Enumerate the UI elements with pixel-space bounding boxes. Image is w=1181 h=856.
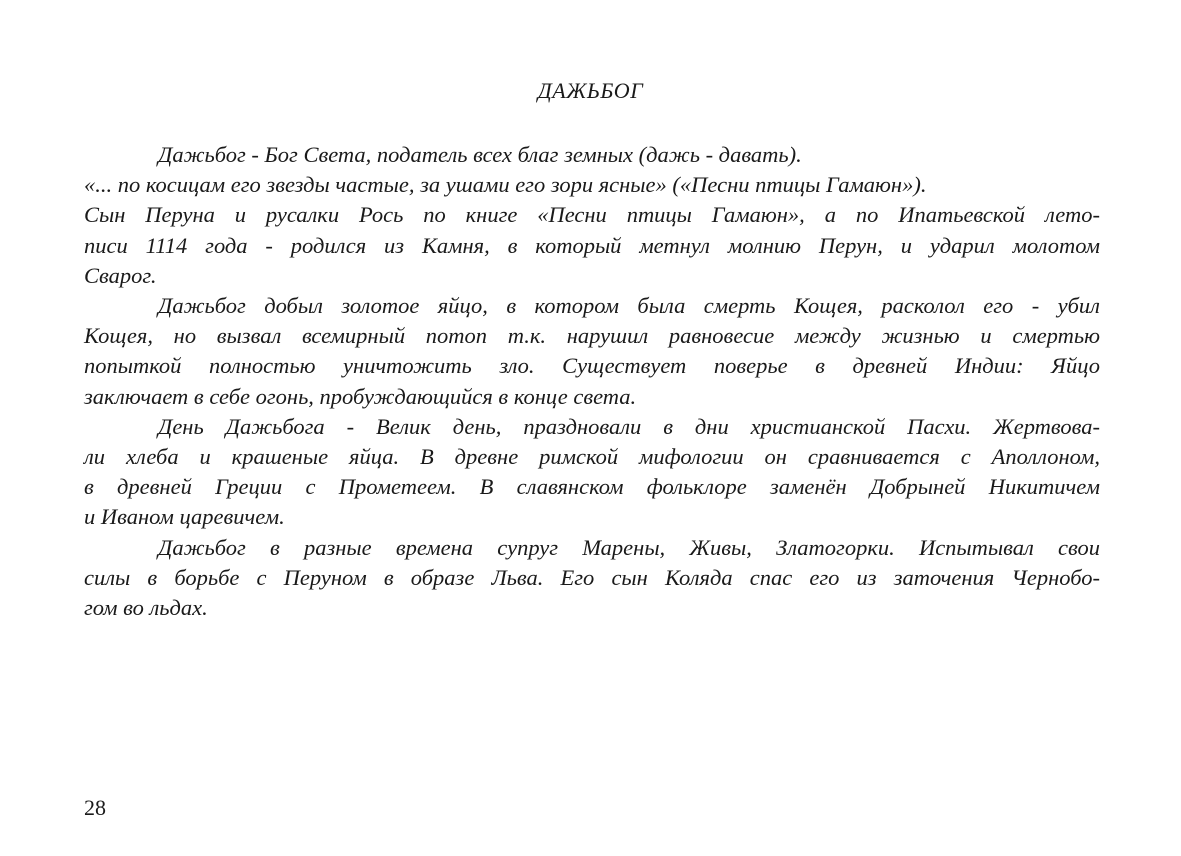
text-line: гом во льдах. <box>84 595 208 621</box>
text-line: Дажьбог добыл золотое яйцо, в котором была смерть Кощея, расколол его - убил <box>158 293 1100 319</box>
text-line: ли хлеба и крашеные яйца. В древне римской мифологии он сравнивается с Аполлоном, <box>84 444 1100 470</box>
text-line: Дажьбог - Бог Света, податель всех благ земных (дажь - давать). <box>158 142 802 167</box>
text-line: писи 1114 года - родился из Камня, в который метнул молнию Перун, и ударил молотом <box>84 232 1100 258</box>
text-line: Сварог. <box>84 262 157 288</box>
text-line: День Дажьбога - Велик день, праздновали в дни христианской Пасхи. Жертвова- <box>158 413 1100 439</box>
page-number: 28 <box>84 795 106 820</box>
text-line: и Иваном царевичем. <box>84 504 285 530</box>
article-body <box>84 140 1100 623</box>
text-line: Сын Перуна и русалки Рось по книге «Песни птицы Гамаюн», а по Ипатьевской лето- <box>84 202 1100 228</box>
text-line: Дажьбог в разные времена супруг Марены, Живы, Златогорки. Испытывал свои <box>158 534 1100 560</box>
text-line: силы в борьбе с Перуном в образе Льва. Его сын Коляда спас его из заточения Чернобо- <box>84 564 1100 590</box>
text-line: Кощея, но вызвал всемирный потоп т.к. нарушил равновесие между жизнью и смертью <box>84 323 1100 349</box>
text-line: в древней Греции с Прометеем. В славянском фольклоре заменён Добрыней Никитичем <box>84 474 1100 500</box>
text-line: заключает в себе огонь, пробуждающийся в конце света. <box>84 383 637 409</box>
text-line: попыткой полностью уничтожить зло. Существует поверье в древней Индии: Яйцо <box>84 353 1100 379</box>
page-title: ДАЖЬБОГ <box>537 78 644 103</box>
text-line: «... по косицам его звезды частые, за ушами его зори ясные» («Песни птицы Гамаюн»). <box>84 172 927 198</box>
